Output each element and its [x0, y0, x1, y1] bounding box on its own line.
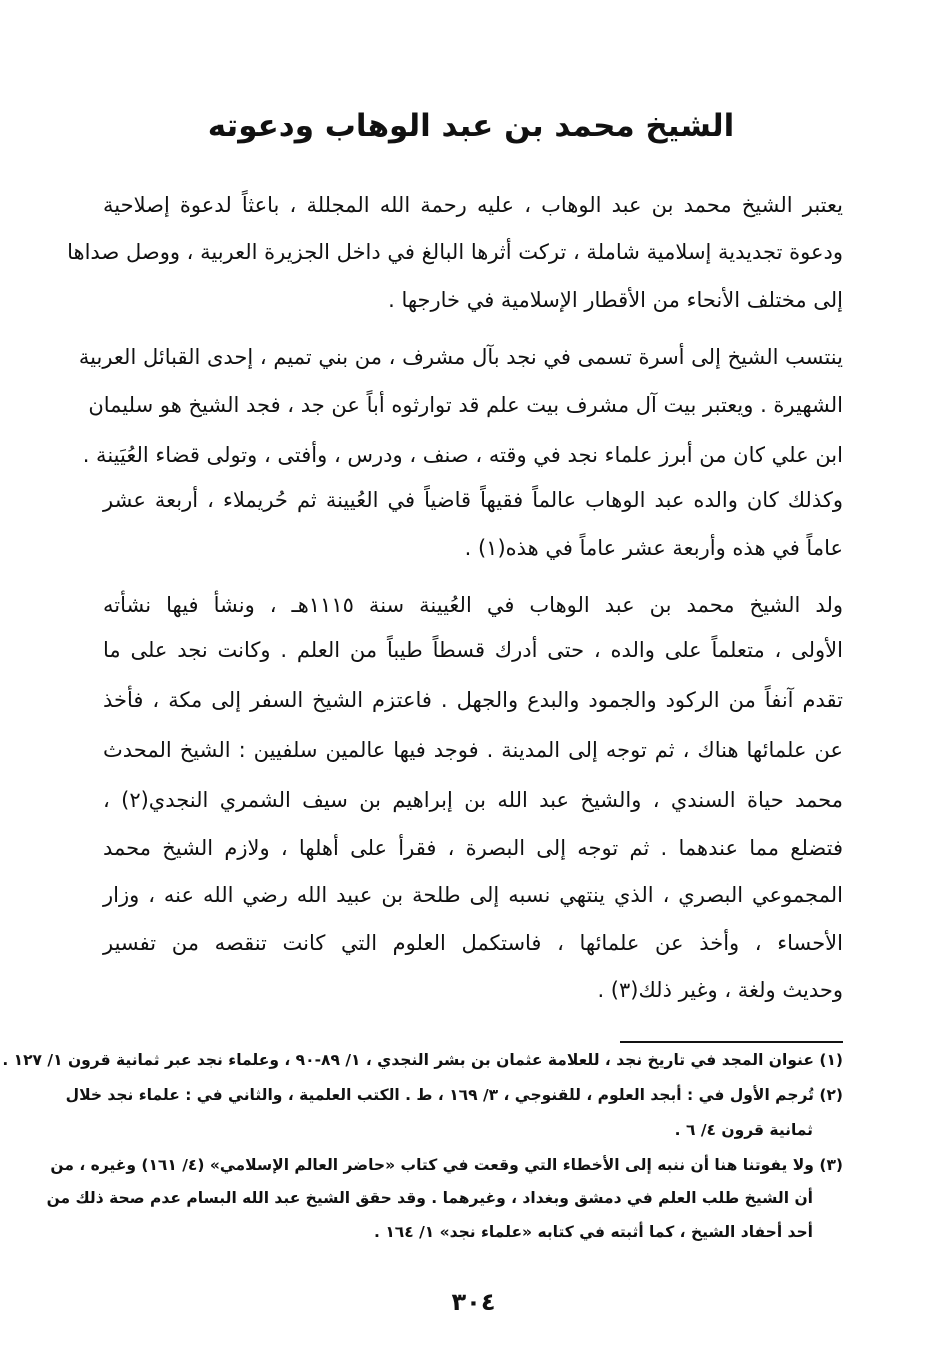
body-line: فتضلع مما عندهما . ثم توجه إلى البصرة ، فقرأ على أهلها ، ولازم الشيخ محمد [103, 836, 843, 860]
page-title: الشيخ محمد بن عبد الوهاب ودعوته [207, 108, 735, 144]
footnote-line: (١) عنوان المجد في تاريخ نجد ، للعلامة عثمان بن بشر النجدي ، ١/ ٨٩-٩٠ ، وعلماء نجد عبر ثمانية قرون ١/ ١٢٧ . [2, 1051, 843, 1069]
body-line: وكذلك كان والده عبد الوهاب عالماً فقيهاً قاضياً في العُيينة ثم حُريملاء ، أربعة عشر [103, 488, 843, 512]
body-line: الأحساء ، وأخذ عن علمائها ، فاستكمل العلوم التي كانت تنقصه من تفسير [103, 931, 843, 955]
footnote-line: ثمانية قرون ٤/ ٦ . [674, 1121, 813, 1139]
body-line: ولد الشيخ محمد بن عبد الوهاب في العُيينة سنة ١١١٥هـ ، ونشأ فيها نشأته [103, 593, 843, 617]
page-number: ٣٠٤ [451, 1288, 496, 1316]
footnote-line: أن الشيخ طلب العلم في دمشق وبغداد ، وغيرهما . وقد حقق الشيخ عبد الله البسام عدم صحة ذلك من [46, 1189, 813, 1207]
body-line: ابن علي كان من أبرز علماء نجد في وقته ، صنف ، ودرس ، وأفتى ، وتولى قضاء العُيَينة . [82, 443, 843, 467]
body-line: وحديث ولغة ، وغير ذلك(٣) . [597, 978, 843, 1002]
footnote-line: (٣) ولا يفوتنا هنا أن ننبه إلى الأخطاء التي وقعت في كتاب «حاضر العالم الإسلامي» (٤/ ١٦١) وغيره ، من [50, 1156, 843, 1174]
body-line: ودعوة تجديدية إسلامية شاملة ، تركت أثرها البالغ في داخل الجزيرة العربية ، ووصل صداها [67, 240, 843, 264]
body-line: عن علمائها هناك ، ثم توجه إلى المدينة . فوجد فيها عالمين سلفيين : الشيخ المحدث [103, 738, 843, 762]
body-line: المجموعي البصري ، الذي ينتهي نسبه إلى طلحة بن عبيد الله رضي الله عنه ، وزار [103, 883, 843, 907]
footnote-line: أحد أحفاد الشيخ ، كما أثبته في كتابه «علماء نجد» ١/ ١٦٤ . [374, 1223, 813, 1241]
body-line: الشهيرة . ويعتبر بيت آل مشرف بيت علم قد توارثوه أباً عن جد ، فجد الشيخ هو سليمان [88, 393, 843, 417]
body-line: ينتسب الشيخ إلى أسرة تسمى في نجد بآل مشرف ، من بني تميم ، إحدى القبائل العربية [78, 345, 843, 369]
body-line: الأولى ، متعلماً على والده ، حتى أدرك قسطاً طيباً من العلم . وكانت نجد على ما [103, 638, 843, 662]
footnote-separator [620, 1041, 843, 1043]
footnote-line: (٢) تُرجم الأول في : أبجد العلوم ، للقنوجي ، ٣/ ١٦٩ ، ط . الكتب العلمية ، والثاني في : علماء نجد خلال [65, 1086, 843, 1104]
body-line: محمد حياة السندي ، والشيخ عبد الله بن إبراهيم بن سيف الشمري النجدي(٢) ، [103, 788, 843, 812]
body-line: إلى مختلف الأنحاء من الأقطار الإسلامية في خارجها . [388, 288, 843, 312]
body-line: يعتبر الشيخ محمد بن عبد الوهاب ، عليه رحمة الله المجللة ، باعثاً لدعوة إصلاحية [103, 193, 843, 217]
body-line: تقدم آنفاً من الركود والجمود والبدع والجهل . فاعتزم الشيخ السفر إلى مكة ، فأخذ [103, 688, 843, 712]
body-line: عاماً في هذه وأربعة عشر عاماً في هذه(١) . [464, 536, 843, 560]
